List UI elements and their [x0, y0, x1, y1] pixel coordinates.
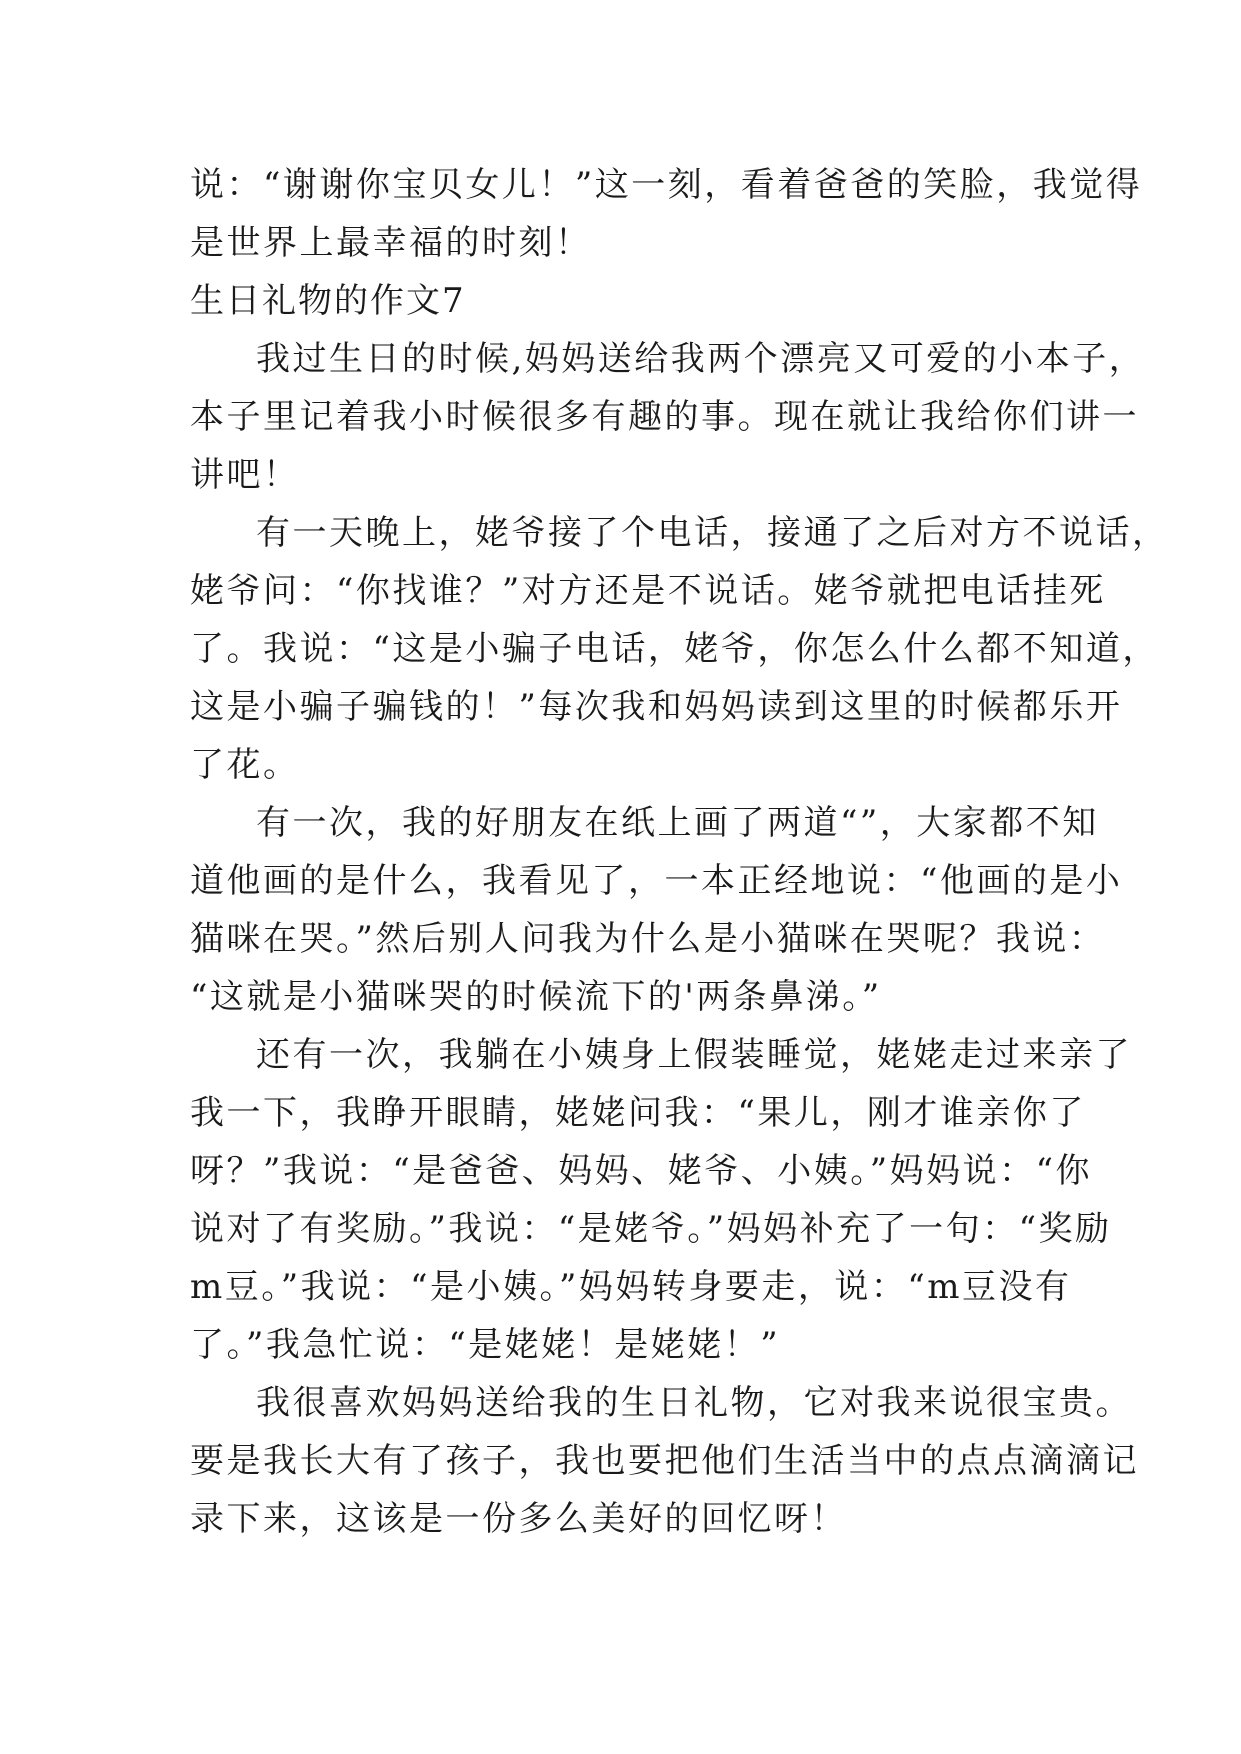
document-page: [190, 156, 1169, 1548]
paragraph-3: [190, 794, 1123, 1026]
text-line: 有一次，我的好朋友在纸上画了两道“”，大家都不知: [256, 803, 1099, 843]
text-line: 这是小骗子骗钱的！”每次我和妈妈读到这里的时候都乐开: [190, 687, 1123, 727]
text-line: m豆。”我说：“是小姨。”妈妈转身要走，说：“m豆没有: [190, 1267, 1072, 1307]
paragraph-4: [190, 1026, 1132, 1374]
section-heading: 生日礼物的作文7: [190, 281, 466, 321]
text-line: “这就是小猫咪哭的时候流下的'两条鼻涕。”: [190, 977, 882, 1017]
text-line: 我过生日的时候,妈妈送给我两个漂亮又可爱的小本子，: [256, 339, 1146, 379]
text-line: 还有一次，我躺在小姨身上假装睡觉，姥姥走过来亲了: [256, 1035, 1132, 1075]
text-line: 道他画的是什么，我看见了，一本正经地说：“他画的是小: [190, 861, 1123, 901]
text-line: 猫咪在哭。”然后别人问我为什么是小猫咪在哭呢？我说：: [190, 919, 1106, 959]
text-line: 了花。: [190, 745, 300, 785]
text-line: 是世界上最幸福的时刻！: [190, 223, 592, 263]
text-line: 姥爷问：“你找谁？”对方还是不说话。姥爷就把电话挂死: [190, 571, 1106, 611]
top-paragraph: [190, 156, 1143, 272]
text-line: 本子里记着我小时候很多有趣的事。现在就让我给你们讲一: [190, 397, 1139, 437]
paragraph-5: [190, 1374, 1139, 1548]
paragraph-2: [190, 504, 1169, 794]
text-line: 录下来，这该是一份多么美好的回忆呀！: [190, 1499, 847, 1539]
text-line: 讲吧！: [190, 455, 300, 495]
text-line: 说对了有奖励。”我说：“是姥爷。”妈妈补充了一句：“奖励: [190, 1209, 1112, 1249]
text-line: 我很喜欢妈妈送给我的生日礼物，它对我来说很宝贵。: [256, 1383, 1132, 1423]
text-line: 说：“谢谢你宝贝女儿！”这一刻，看着爸爸的笑脸，我觉得: [190, 165, 1143, 205]
text-line: 要是我长大有了孩子，我也要把他们生活当中的点点滴滴记: [190, 1441, 1139, 1481]
text-line: 有一天晚上，姥爷接了个电话，接通了之后对方不说话，: [256, 513, 1169, 553]
paragraph-1: [190, 330, 1146, 504]
text-line: 我一下，我睁开眼睛，姥姥问我：“果儿，刚才谁亲你了: [190, 1093, 1086, 1133]
text-line: 了。”我急忙说：“是姥姥！是姥姥！”: [190, 1325, 781, 1365]
text-line: 了。我说：“这是小骗子电话，姥爷，你怎么什么都不知道，: [190, 629, 1159, 669]
text-line: 呀？”我说：“是爸爸、妈妈、姥爷、小姨。”妈妈说：“你: [190, 1151, 1093, 1191]
